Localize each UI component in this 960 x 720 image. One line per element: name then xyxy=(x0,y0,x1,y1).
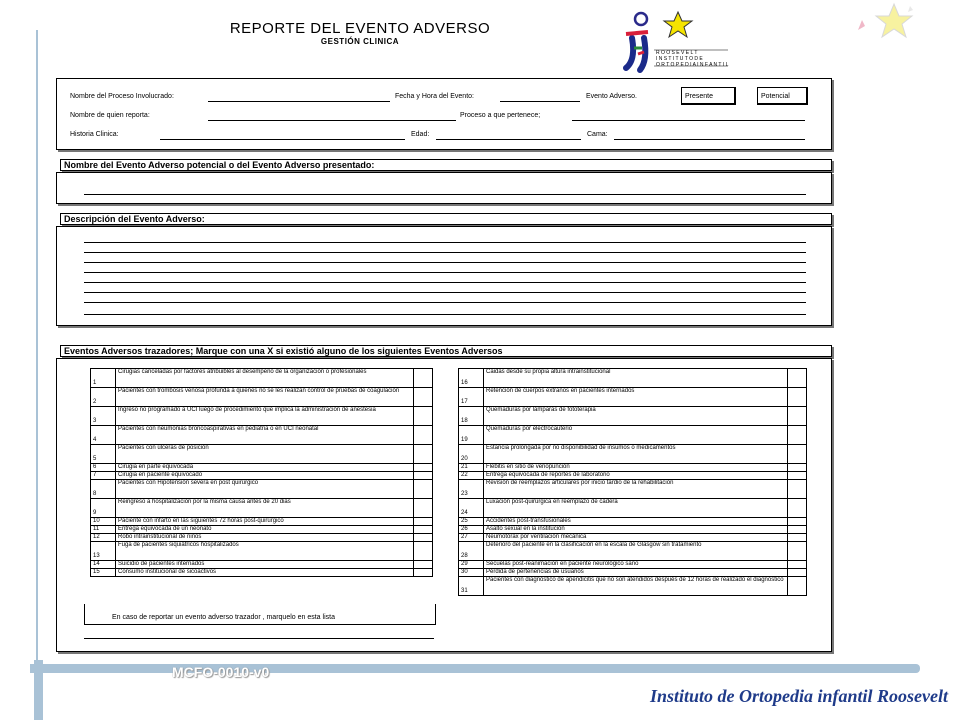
fecha-label: Fecha y Hora del Evento: xyxy=(395,93,474,100)
event-description: Estancia prolongada por no disponibilidad de insumos o medicamentos xyxy=(484,445,788,464)
event-row xyxy=(459,526,807,534)
edad-input[interactable] xyxy=(436,139,581,140)
event-number: 8 xyxy=(91,480,116,499)
event-description: Consumo institucional de sicoactivos xyxy=(116,569,414,577)
event-mark-cell[interactable] xyxy=(414,534,433,542)
event-description: Quemaduras por electrocauterio xyxy=(484,426,788,445)
event-mark-cell[interactable] xyxy=(788,561,807,569)
event-row xyxy=(91,407,433,426)
edad-label: Edad: xyxy=(411,131,430,138)
event-row xyxy=(91,561,433,569)
event-mark-cell[interactable] xyxy=(788,518,807,526)
quien-reporta-input[interactable] xyxy=(208,120,456,121)
event-number: 23 xyxy=(459,480,484,499)
event-mark-cell[interactable] xyxy=(788,526,807,534)
event-number: 15 xyxy=(91,569,116,577)
event-row xyxy=(91,472,433,480)
evento-label: Evento Adverso. xyxy=(586,93,637,100)
event-row xyxy=(459,464,807,472)
cama-label: Cama: xyxy=(587,131,608,138)
event-mark-cell[interactable] xyxy=(414,542,433,561)
pertenece-input[interactable] xyxy=(572,120,805,121)
event-mark-cell[interactable] xyxy=(414,569,433,577)
event-description: Deterioro del paciente en la clasificación en la escala de Glasgow sin tratamiento xyxy=(484,542,788,561)
event-row xyxy=(459,534,807,542)
event-row xyxy=(91,526,433,534)
event-row xyxy=(91,388,433,407)
event-mark-cell[interactable] xyxy=(788,577,807,596)
proceso-input[interactable] xyxy=(208,101,390,102)
event-number: 16 xyxy=(459,369,484,388)
logo-line-1: R O O S E V E L T xyxy=(656,50,698,56)
event-number: 27 xyxy=(459,534,484,542)
footer-vertical-bar xyxy=(34,660,43,720)
event-description: Pacientes con úlceras de posición xyxy=(116,445,414,464)
nombre-evento-box xyxy=(56,172,832,204)
event-mark-cell[interactable] xyxy=(788,472,807,480)
event-mark-cell[interactable] xyxy=(788,388,807,407)
event-number: 21 xyxy=(459,464,484,472)
event-description: Cirugias canceladas por factores atribuibles al desempeño de la organización o profesionales xyxy=(116,369,414,388)
historia-input[interactable] xyxy=(160,139,405,140)
section-trazadores-header: Eventos Adversos trazadores; Marque con una X si existió alguno de los siguientes Eventos Adversos xyxy=(60,345,832,357)
event-description: Pacientes con trombosis venosa profunda a quienes no se les realizan control de pruebas de coagulación xyxy=(116,388,414,407)
event-row xyxy=(459,569,807,577)
event-description: Quemaduras por lámparas de fototerapia xyxy=(484,407,788,426)
cama-input[interactable] xyxy=(614,139,805,140)
quien-reporta-label: Nombre de quien reporta: xyxy=(70,112,150,119)
event-mark-cell[interactable] xyxy=(414,480,433,499)
event-description: Accidentes post-transfusionales xyxy=(484,518,788,526)
event-row xyxy=(459,561,807,569)
event-mark-cell[interactable] xyxy=(788,445,807,464)
event-description: Cirugia en paciente equivocado xyxy=(116,472,414,480)
event-description: Pacientes con Hipotensión severa en post quirúrgico xyxy=(116,480,414,499)
event-mark-cell[interactable] xyxy=(788,426,807,445)
event-description: Entrega equivocada de un neonato xyxy=(116,526,414,534)
event-number: 17 xyxy=(459,388,484,407)
event-number: 13 xyxy=(91,542,116,561)
event-mark-cell[interactable] xyxy=(788,534,807,542)
event-description: Pacientes con neumonias broncoaspirativas en pediatria o en UCI neonatal xyxy=(116,426,414,445)
decorative-star-icon xyxy=(852,2,922,48)
event-row xyxy=(459,518,807,526)
logo-line-2: I N S T I T U T O D E xyxy=(656,56,703,62)
event-description: Revisión de reemplazos articulares por inicio tardio de la rehabilitación xyxy=(484,480,788,499)
page-title: REPORTE DEL EVENTO ADVERSO xyxy=(229,20,491,37)
event-number: 9 xyxy=(91,499,116,518)
event-description: Asalto sexual en la institución xyxy=(484,526,788,534)
event-description: Cirugia en parte equivocada xyxy=(116,464,414,472)
event-number: 22 xyxy=(459,472,484,480)
event-mark-cell[interactable] xyxy=(788,369,807,388)
event-mark-cell[interactable] xyxy=(414,369,433,388)
trazadores-table-left xyxy=(90,368,433,577)
fecha-input[interactable] xyxy=(500,101,580,102)
event-number: 2 xyxy=(91,388,116,407)
event-row xyxy=(91,542,433,561)
potencial-label: Potencial xyxy=(761,93,790,100)
event-row xyxy=(459,407,807,426)
event-mark-cell[interactable] xyxy=(788,569,807,577)
event-number: 14 xyxy=(91,561,116,569)
event-number: 6 xyxy=(91,464,116,472)
event-number: 29 xyxy=(459,561,484,569)
event-mark-cell[interactable] xyxy=(414,388,433,407)
trazadores-table-right xyxy=(458,368,807,596)
event-row xyxy=(91,480,433,499)
event-row xyxy=(459,499,807,518)
event-row xyxy=(459,445,807,464)
section-descripcion-header: Descripción del Evento Adverso: xyxy=(60,213,832,225)
event-row xyxy=(459,426,807,445)
event-mark-cell[interactable] xyxy=(414,445,433,464)
event-row xyxy=(91,534,433,542)
event-description: Paciente con infarto en las siguientes 72 horas post-quirúrgico xyxy=(116,518,414,526)
descripcion-lines[interactable] xyxy=(84,232,806,318)
page-subtitle: GESTIÓN CLINICA xyxy=(320,37,400,46)
event-description: Reingreso a hospitalización por la misma causa antes de 20 dias xyxy=(116,499,414,518)
event-number: 30 xyxy=(459,569,484,577)
event-mark-cell[interactable] xyxy=(414,518,433,526)
event-description: Ingreso no programado a UCI luego de procedimiento que implica la administración de anestesia xyxy=(116,407,414,426)
pertenece-label: Proceso a que pertenece; xyxy=(460,112,541,119)
event-number: 31 xyxy=(459,577,484,596)
event-number: 12 xyxy=(91,534,116,542)
footer-bar xyxy=(30,664,920,673)
event-mark-cell[interactable] xyxy=(414,426,433,445)
event-number: 3 xyxy=(91,407,116,426)
event-number: 10 xyxy=(91,518,116,526)
event-mark-cell[interactable] xyxy=(788,542,807,561)
event-description: Flebitis en sitio de venopunción xyxy=(484,464,788,472)
presente-label: Presente xyxy=(685,93,714,100)
trazador-line[interactable] xyxy=(84,638,434,639)
event-description: Pérdida de pertenencias de usuarios xyxy=(484,569,788,577)
event-row xyxy=(91,569,433,577)
event-row xyxy=(459,369,807,388)
event-number: 26 xyxy=(459,526,484,534)
event-row xyxy=(91,445,433,464)
event-row xyxy=(91,518,433,526)
proceso-label: Nombre del Proceso Involucrado: xyxy=(70,93,174,100)
event-row xyxy=(91,499,433,518)
event-row xyxy=(459,542,807,561)
event-number: 7 xyxy=(91,472,116,480)
event-description: Secuelas post-reanimación en paciente neurológico sano xyxy=(484,561,788,569)
logo-line-3: O R T O P E D I A I N F A N T I L xyxy=(656,62,729,68)
section-nombre-evento-header: Nombre del Evento Adverso potencial o del Evento Adverso presentado: xyxy=(60,159,832,171)
nombre-evento-input[interactable] xyxy=(84,194,806,195)
event-mark-cell[interactable] xyxy=(414,526,433,534)
event-mark-cell[interactable] xyxy=(788,407,807,426)
event-mark-cell[interactable] xyxy=(414,464,433,472)
historia-label: Historia Clinica: xyxy=(70,131,119,138)
event-description: Retención de cuerpos extraños en pacientes internados xyxy=(484,388,788,407)
event-mark-cell[interactable] xyxy=(788,464,807,472)
event-mark-cell[interactable] xyxy=(414,499,433,518)
event-row xyxy=(459,472,807,480)
event-row xyxy=(91,426,433,445)
event-description: Caidas desde su propia altura intrainstitucional xyxy=(484,369,788,388)
event-number: 24 xyxy=(459,499,484,518)
event-row xyxy=(459,480,807,499)
event-row xyxy=(459,577,807,596)
event-mark-cell[interactable] xyxy=(788,480,807,499)
trazador-note: En caso de reportar un evento adverso trazador , marquelo en esta lista xyxy=(112,614,335,621)
left-accent-line xyxy=(36,30,38,670)
event-description: Suicidio de pacientes internados xyxy=(116,561,414,569)
event-description: Pacientes con diagnóstico de apendicitis que no son atendidos después de 12 horas de realizado el diagnóstico xyxy=(484,577,788,596)
event-number: 28 xyxy=(459,542,484,561)
event-mark-cell[interactable] xyxy=(414,472,433,480)
event-mark-cell[interactable] xyxy=(414,407,433,426)
event-number: 19 xyxy=(459,426,484,445)
institution-name: Instituto de Ortopedia infantil Roosevelt xyxy=(649,686,948,706)
event-description: Luxación post-quirúrgica en reemplazo de cadera xyxy=(484,499,788,518)
event-number: 20 xyxy=(459,445,484,464)
event-mark-cell[interactable] xyxy=(414,561,433,569)
event-number: 1 xyxy=(91,369,116,388)
event-row xyxy=(91,464,433,472)
event-number: 11 xyxy=(91,526,116,534)
event-row xyxy=(459,388,807,407)
event-number: 4 xyxy=(91,426,116,445)
document-code: MCFO-0010-v0 xyxy=(172,664,270,680)
event-number: 5 xyxy=(91,445,116,464)
event-row xyxy=(91,369,433,388)
event-description: Neumotórax por ventilación mecánica xyxy=(484,534,788,542)
event-description: Fuga de pacientes siquiátricos hospitalizados xyxy=(116,542,414,561)
event-description: Robo intrainstitucional de niños xyxy=(116,534,414,542)
event-description: Entrega equivocada de reportes de laboratorio xyxy=(484,472,788,480)
roosevelt-logo xyxy=(612,8,732,76)
event-number: 25 xyxy=(459,518,484,526)
event-number: 18 xyxy=(459,407,484,426)
event-mark-cell[interactable] xyxy=(788,499,807,518)
